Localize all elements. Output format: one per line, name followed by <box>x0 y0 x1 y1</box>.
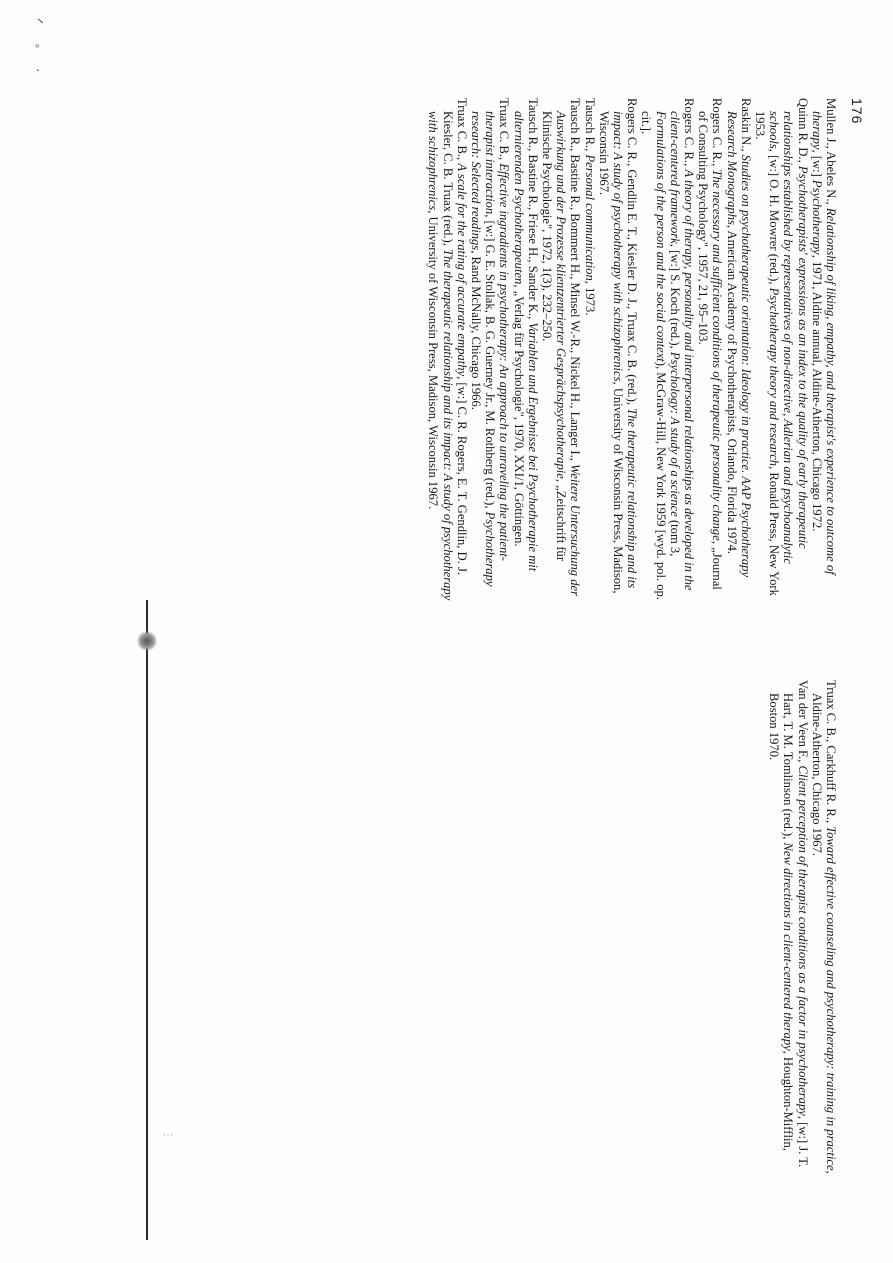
entry-text: , [w:] <box>809 149 824 180</box>
entry-text: , [w:] S. Koch (red.), <box>667 243 682 352</box>
entry-text: Rogers C. R., Gendlin E. T., Kiesler D. J., Truax C. B. (red.), <box>625 98 640 409</box>
entry-text: , Aldine-Atherton, Chicago 1967. <box>809 693 838 1174</box>
entry-text: Truax C. B., <box>454 98 469 164</box>
bibliography-entry <box>639 98 696 603</box>
entry-text: Mullen J., Abeles N., <box>824 98 838 208</box>
entry-text: , University of Wisconsin Press, Madison, Wisconsin 1967. <box>596 111 625 594</box>
entry-text: , „Verlag für Psychologie", 1970, XXI/1, Göttingen. <box>511 284 526 547</box>
entry-text: Truax C. B., <box>497 98 512 164</box>
entry-text: Rogers C. R., <box>710 98 725 170</box>
entry-text: , „Journal of Consulting Psychology", 1957, 21, 95–103. <box>696 111 725 590</box>
page-fold-line <box>146 600 148 1240</box>
entry-text: , „Zeitschrift für Klinische Psychologie", 1972, 1(3), 232–250. <box>539 111 569 562</box>
bibliography-entry <box>469 98 512 603</box>
entry-text: Truax C. B., Carkhuff R. R., <box>824 680 838 827</box>
entry-text: Van der Veen F., <box>795 680 810 766</box>
entry-title-text: Studies on psychotherapeutic orientation: Ideology in practice. AAP Psychotherapy Research Monographs <box>724 111 753 578</box>
entry-text: , [w:] C. R. Rogers, E. T. Gendlin, D. J. Kiesler, C. B. Truax (red.), <box>440 111 469 576</box>
entry-text: Quinn R. D., <box>795 98 810 166</box>
entry-title-text: Relationship of liking, empathy, and therapist's experience to outcome of therapy <box>809 111 838 575</box>
entry-title-text: Psychotherapy research: Selected readings <box>468 111 498 587</box>
entry-text: Tausch R., Bastine R., Bommert H., Minsel W.-R., Nickel H., Langer I., <box>568 98 583 465</box>
entry-title-text: Psychotherapy <box>809 179 824 255</box>
entry-text: , Houghton-Mifflin, Boston 1970. <box>767 693 796 1151</box>
bibliography-entry <box>597 98 640 603</box>
bibliography-entry <box>810 98 838 603</box>
entry-text: , Rand McNally, Chicago 1966. <box>468 250 483 410</box>
bibliography-entry <box>724 98 752 603</box>
entry-title-text: Effective ingradients in psychotherapy: An approach to unraveling the patient-therapist interaction <box>483 111 512 561</box>
entry-title-text: Psychotherapy theory and research <box>767 287 782 467</box>
entry-title-text: New directions in client-centered therapy <box>781 842 796 1051</box>
entry-text: , American Academy of Psychotherapists, Orlando, Florida 1974. <box>724 224 739 555</box>
bibliography-entry <box>696 98 724 603</box>
entry-text: , [w:] J. T. Hart, T. M. Tomlinson (red.), <box>781 693 810 1168</box>
bibliography-entry <box>753 98 810 603</box>
entry-text: Tausch R., Bastine R., Friese H., Sander K., <box>525 98 540 323</box>
binding-shadow <box>137 630 157 652</box>
page-number: 176 <box>849 98 865 125</box>
entry-title-text: Personal communication <box>582 154 597 281</box>
entry-title-text: Variablen und Ergebnisse bei Psychotherapie mit alternierenden Psychotherapeuten <box>511 111 540 572</box>
bibliography-entry <box>511 98 539 603</box>
entry-text: Tausch R., <box>582 98 597 155</box>
entry-text: , 1973. <box>582 280 597 316</box>
bibliography-column-left <box>426 98 838 603</box>
entry-title-text: The therapeutic relationship and its impact: A study of psychotherapy with schizophrenics <box>426 111 455 601</box>
entry-text: Rogers C. R., <box>681 98 696 170</box>
entry-text: , University of Wisconsin Press, Madison, Wisconsin 1967. <box>426 210 441 510</box>
entry-text: , Ronald Press, New York 1953. <box>752 111 782 596</box>
edge-marks: ⋮ <box>162 1130 173 1142</box>
entry-title-text: Psychology: A study of a science <box>667 351 682 517</box>
entry-title-text: Client perception of therapist conditions as a factor in psychotherapy <box>795 765 810 1116</box>
corner-marks: ᐟ ◦ · <box>29 18 44 81</box>
entry-text: , 1971, Aldine annual, Aldine-Atherton, Chicago 1972. <box>809 254 824 532</box>
bibliography-entry <box>767 680 810 1185</box>
entry-title-text: The necessary and sufficient conditions of therapeutic personality change <box>710 169 725 541</box>
entry-text: , [w:] G. E. Stollak, B. G. Guerney Jr., M. Rothberg (red.), <box>483 214 498 512</box>
entry-text: Raskin N., <box>738 98 753 155</box>
entry-title-text: The therapeutic relationship and its impact: A study of psychotherapy with schizophrenics <box>610 111 640 589</box>
entry-text: (tom 3, <box>667 516 682 557</box>
bibliography-column-right <box>767 680 838 1185</box>
entry-title-text: Psychotherapists' expressions as an index to the quality of early therapeutic relationships established by representatives of non-directive, Adlerian and psychoanalytic schools <box>767 111 810 564</box>
entry-title-text: Weitere Untersuchung der Auswirkung und der Prozesse klientzentrierter Gesprächspsychotherapie <box>554 111 583 597</box>
entry-text: , [w:] O. H. Mowrer (red.), <box>767 148 782 288</box>
entry-title-text: Formulations of the person and the social context <box>653 111 668 362</box>
bibliography-entry <box>810 680 838 1185</box>
bibliography-entry <box>426 98 469 603</box>
entry-text: ), McGraw-Hill, New York 1959 [wyd. pol. op. cit.]. <box>639 111 668 601</box>
bibliography-entry <box>540 98 583 603</box>
entry-title-text: Toward effective counseling and psychotherapy: training in practice <box>824 826 838 1171</box>
entry-title-text: A scale for the rating of accurate empathy <box>454 163 469 377</box>
entry-title-text: A theory of therapy, personality and interpersonal relationships as developed in the client-centered framework <box>667 111 696 591</box>
bibliography-entry <box>582 98 596 603</box>
